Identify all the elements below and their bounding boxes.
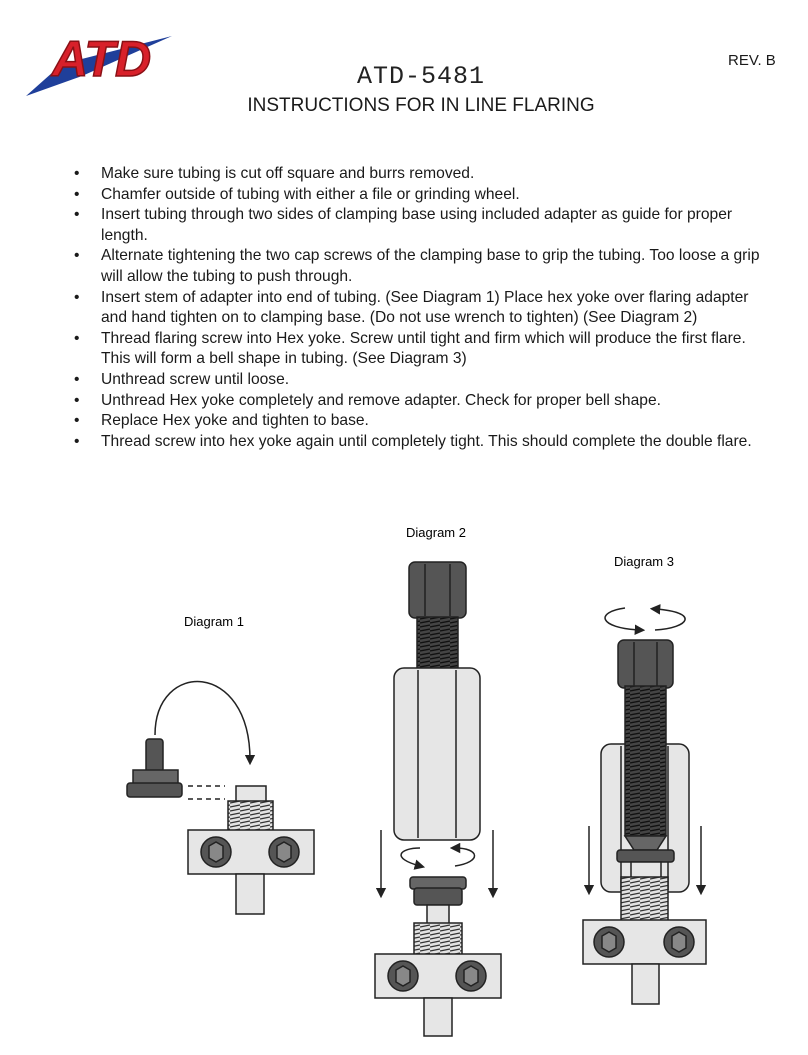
step-item: • Thread flaring screw into Hex yoke. Screw until tight and firm which will produce the first flare. This will form a bell shape in tubing. (See Diagram 3) (74, 329, 764, 370)
page-title: INSTRUCTIONS FOR IN LINE FLARING (247, 95, 595, 116)
step-item: • Alternate tightening the two cap screws of the clamping base to grip the tubing. Too loose a grip will allow the tubing to push through. (74, 246, 764, 287)
diagram-3 (583, 608, 706, 1004)
step-item: • Insert tubing through two sides of clamping base using included adapter as guide for proper length. (74, 205, 764, 246)
diagram-2-label: Diagram 2 (406, 525, 466, 540)
step-item: • Chamfer outside of tubing with either a file or grinding wheel. (74, 185, 764, 206)
revision-label: REV. B (728, 52, 776, 69)
step-item: • Unthread screw until loose. (74, 370, 764, 391)
step-item: • Thread screw into hex yoke again until completely tight. This should complete the double flare. (74, 432, 764, 453)
step-item: • Replace Hex yoke and tighten to base. (74, 411, 764, 432)
logo-text: ATD (52, 31, 152, 87)
diagram-3-label: Diagram 3 (614, 554, 674, 569)
step-item: • Make sure tubing is cut off square and burrs removed. (74, 164, 764, 185)
diagram-1 (127, 682, 314, 914)
step-item: • Unthread Hex yoke completely and remove adapter. Check for proper bell shape. (74, 391, 764, 412)
step-item: • Insert stem of adapter into end of tubing. (See Diagram 1) Place hex yoke over flaring adapter and hand tighten on to clamping base. (Do not use wrench to tighten) (See Diagram 2) (74, 288, 764, 329)
diagram-1-label: Diagram 1 (184, 614, 244, 629)
document-id: ATD-5481 (356, 62, 486, 91)
diagram-2 (375, 562, 501, 1036)
